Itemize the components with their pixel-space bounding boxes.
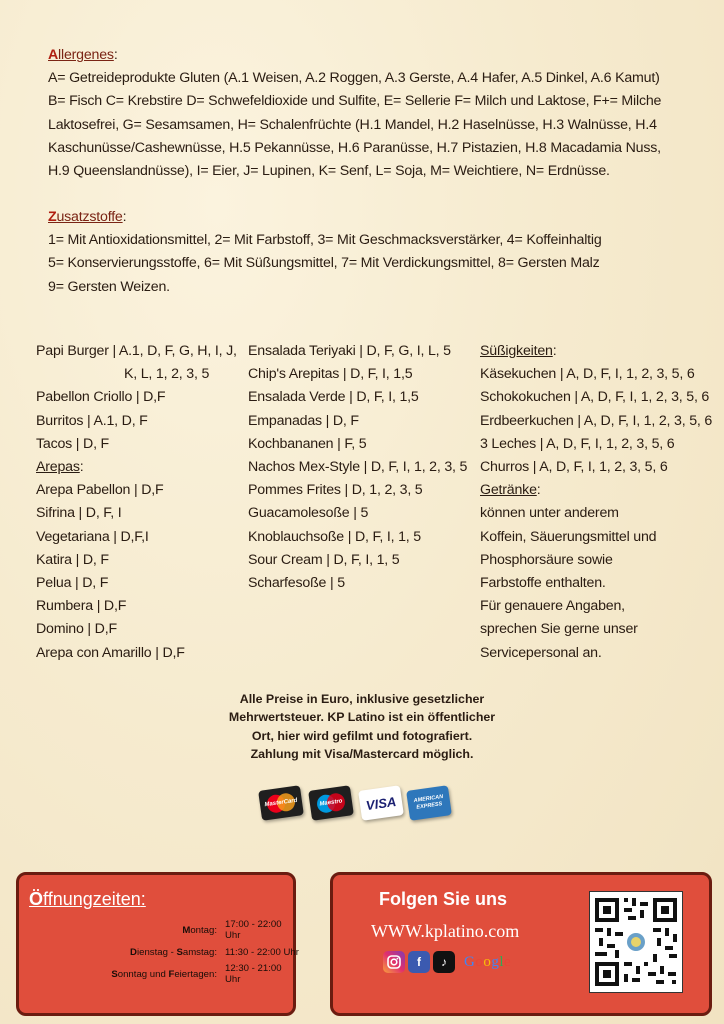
allergens-section (48, 44, 688, 183)
opening-hours-table (59, 919, 299, 985)
drinks-text: sprechen Sie gerne unser (480, 621, 638, 638)
additives-heading: Zusatzstoffe: (48, 209, 127, 225)
menu-column-3 (480, 340, 712, 665)
qr-code[interactable] (589, 891, 683, 993)
menu-item: Käsekuchen | A, D, F, I, 1, 2, 3, 5, 6 (480, 366, 695, 383)
visa-label: VISA (364, 793, 398, 813)
menu-item: Sour Cream | D, F, I, 1, 5 (248, 551, 400, 568)
amex-icon (406, 785, 452, 821)
menu-item: Churros | A, D, F, I, 1, 2, 3, 5, 6 (480, 459, 668, 476)
google-letter: l (499, 953, 505, 970)
allergens-line: A= Getreideprodukte Gluten (A.1 Weisen, A.2 Roggen, A.3 Gerste, A.4 Hafer, A.5 Dinkel, A.6 Kamut) (48, 70, 660, 87)
additives-line: 1= Mit Antioxidationsmittel, 2= Mit Farbstoff, 3= Mit Geschmacksverstärker, 4= Koffeinhaltig (48, 232, 602, 249)
menu-column-1 (36, 340, 248, 665)
menu-item-continued: K, L, 1, 2, 3, 5 (124, 366, 210, 383)
mastercard-label: MasterCard (264, 797, 298, 809)
hours-row (59, 941, 299, 963)
maestro-label: Maestro (319, 798, 343, 808)
menu-item: Arepa con Amarillo | D,F (36, 644, 185, 661)
google-letter: o (483, 953, 492, 970)
hours-time: 11:30 - 22:00 Uhr (225, 946, 299, 958)
legal-notice (150, 690, 574, 764)
menu-item: Erdbeerkuchen | A, D, F, I, 1, 2, 3, 5, 6 (480, 412, 713, 429)
google-letter: e (504, 953, 512, 970)
instagram-glyph (387, 955, 401, 969)
menu-item: Pelua | D, F (36, 575, 109, 592)
allergens-heading: Allergenes: (48, 47, 118, 63)
google-letter: g (491, 953, 500, 970)
menu-item: Ensalada Teriyaki | D, F, G, I, L, 5 (248, 343, 451, 359)
menu-item: Rumbera | D,F (36, 598, 127, 615)
sweets-heading: Süßigkeiten: (480, 343, 557, 359)
allergens-line: Laktosefrei, G= Sesamsamen, H= Schalenfrüchte (H.1 Mandel, H.2 Haselnüsse, H.3 Walnüsse, H.4 (48, 116, 657, 133)
website-link[interactable]: WWW.kplatino.com (371, 921, 520, 941)
hours-time: 17:00 - 22:00 Uhr (225, 919, 282, 941)
menu-item: Vegetariana | D,F,I (36, 528, 149, 545)
menu-column-2 (248, 340, 476, 595)
menu-item: Tacos | D, F (36, 435, 110, 452)
menu-item: Sifrina | D, F, I (36, 505, 122, 522)
hours-day: Sonntag und Feiertagen: (111, 968, 217, 980)
menu-item: Pabellon Criollo | D,F (36, 389, 166, 406)
google-link[interactable] (464, 954, 511, 971)
notice-line: Ort, hier wird gefilmt und fotografiert. (251, 728, 473, 743)
menu-item: Chip's Arepitas | D, F, I, 1,5 (248, 366, 413, 383)
drinks-text: Für genauere Angaben, (480, 598, 625, 615)
arepas-heading: Arepas: (36, 459, 84, 476)
notice-line: Zahlung mit Visa/Mastercard möglich. (250, 747, 474, 762)
menu-item: Burritos | A.1, D, F (36, 412, 148, 429)
mastercard-icon (258, 785, 304, 821)
social-icons (383, 949, 511, 975)
payment-cards (258, 788, 458, 828)
hours-day: Montag: (182, 924, 217, 936)
menu-item: Pommes Frites | D, 1, 2, 3, 5 (248, 482, 423, 499)
menu-item: Kochbananen | F, 5 (248, 435, 367, 452)
visa-icon (358, 785, 404, 821)
menu-item: Guacamolesoße | 5 (248, 505, 369, 522)
notice-line: Alle Preise in Euro, inklusive gesetzlicher (239, 692, 485, 706)
drinks-text: Servicepersonal an. (480, 644, 602, 661)
google-label (464, 954, 511, 970)
menu-item: Scharfesoße | 5 (248, 575, 345, 592)
drinks-text: Koffein, Säuerungsmittel und (480, 528, 657, 545)
drinks-text: Phosphorsäure sowie (480, 551, 613, 568)
opening-hours-title: Öffnungzeiten: (29, 889, 146, 909)
allergens-line: Kaschunüsse/Cashewnüsse, H.5 Pekannüsse, H.6 Paranüsse, H.7 Pistazien, H.8 Macadamia Nuss, (48, 139, 661, 156)
follow-panel (330, 872, 712, 1016)
menu-item: Arepa Pabellon | D,F (36, 482, 164, 499)
tiktok-icon[interactable]: ♪ (433, 951, 455, 973)
menu-item: Schokokuchen | A, D, F, I, 1, 2, 3, 5, 6 (480, 389, 710, 406)
google-letter: o (475, 953, 484, 970)
menu-item: Domino | D,F (36, 621, 117, 638)
allergens-line: B= Fisch C= Krebstire D= Schwefeldioxide und Sulfite, E= Sellerie F= Milch und Laktose, F+= Milche (48, 93, 662, 110)
opening-hours-panel (16, 872, 299, 1016)
instagram-icon[interactable] (383, 951, 405, 973)
maestro-icon (308, 785, 354, 821)
additives-section (48, 206, 688, 299)
hours-day: Dienstag - Samstag: (130, 946, 217, 958)
menu-item: 3 Leches | A, D, F, I, 1, 2, 3, 5, 6 (480, 435, 675, 452)
menu-item: Papi Burger | A.1, D, F, G, H, I, J, (36, 343, 237, 359)
drinks-heading: Getränke: (480, 482, 541, 499)
additives-line: 9= Gersten Weizen. (48, 278, 170, 295)
hours-row (59, 919, 299, 941)
notice-line: Mehrwertsteuer. KP Latino ist ein öffentlicher (228, 710, 496, 725)
amex-label: AMERICAN EXPRESS (413, 794, 444, 811)
menu-item: Empanadas | D, F (248, 412, 359, 429)
follow-title: Folgen Sie uns (379, 889, 508, 909)
qr-code-graphic (590, 892, 682, 992)
menu-item: Nachos Mex-Style | D, F, I, 1, 2, 3, 5 (248, 459, 468, 476)
additives-line: 5= Konservierungsstoffe, 6= Mit Süßungsmittel, 7= Mit Verdickungsmittel, 8= Gersten Malz (48, 255, 600, 272)
hours-time: 12:30 - 21:00 Uhr (225, 963, 282, 985)
google-letter: G (464, 953, 476, 970)
menu-item: Knoblauchsoße | D, F, I, 1, 5 (248, 528, 421, 545)
drinks-text: Farbstoffe enthalten. (480, 575, 606, 592)
menu-item: Ensalada Verde | D, F, I, 1,5 (248, 389, 419, 406)
hours-row (59, 963, 299, 985)
drinks-text: können unter anderem (480, 505, 619, 522)
allergens-line: H.9 Queenslandnüsse), I= Eier, J= Lupinen, K= Senf, L= Soja, M= Weichtiere, N= Erdnüsse. (48, 163, 610, 180)
menu-item: Katira | D, F (36, 551, 109, 568)
facebook-icon[interactable]: f (408, 951, 430, 973)
